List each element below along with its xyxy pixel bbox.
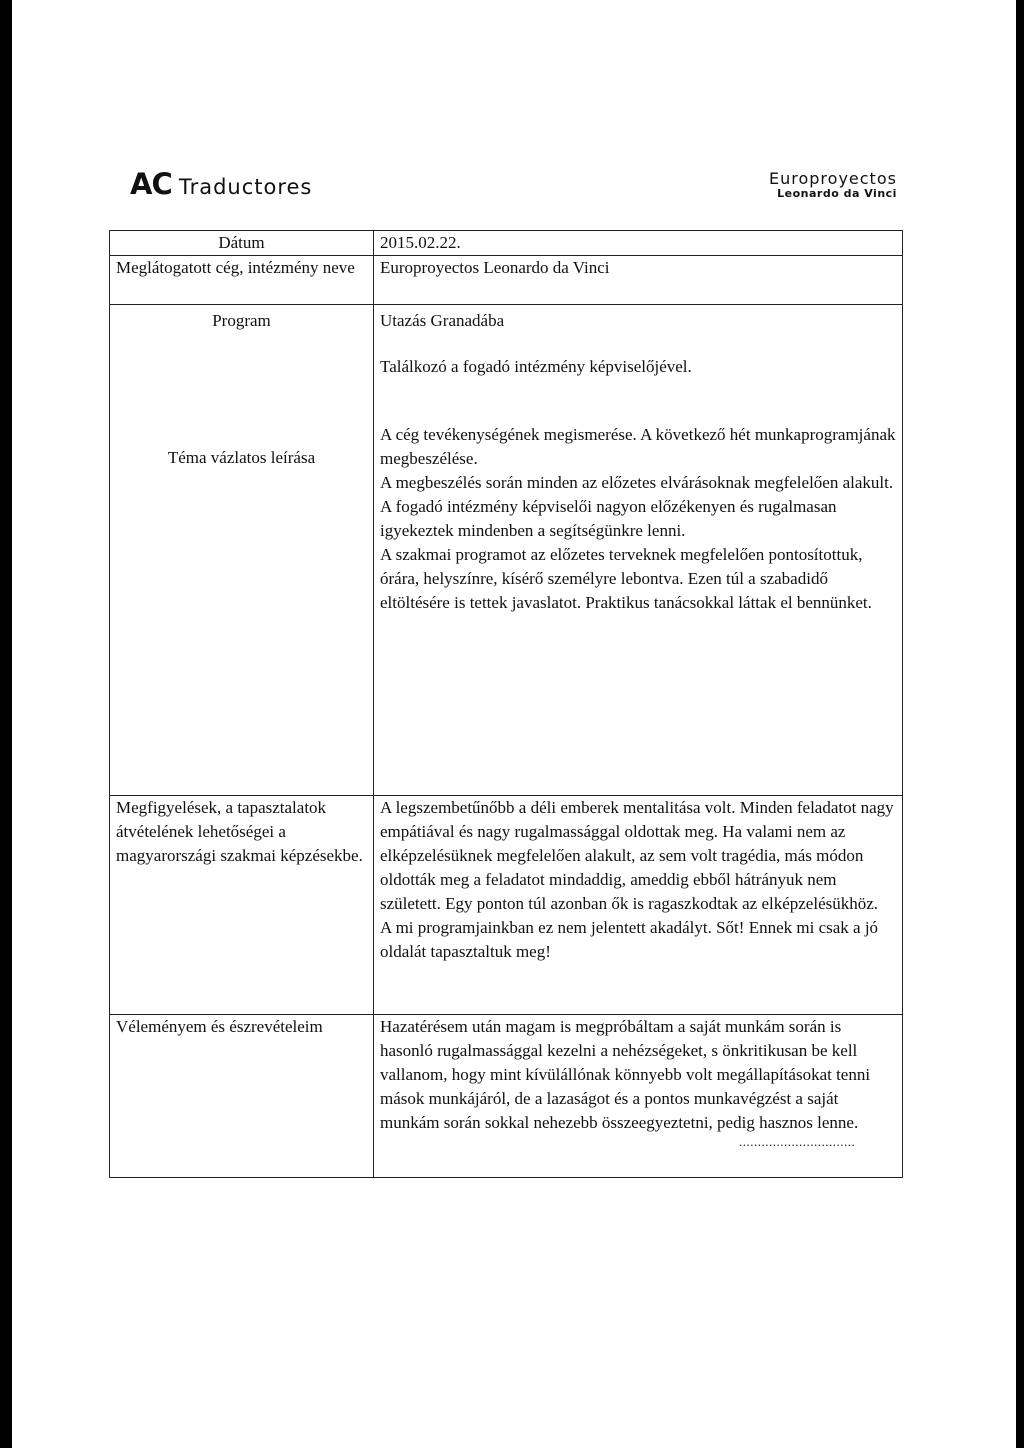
visited-value: Europroyectos Leonardo da Vinci [374, 256, 903, 305]
topic-paragraph-2: A megbeszélés során minden az előzetes elvárásoknak megfelelően alakult. A fogadó intézmény képviselői nagyon előzékenyen és rugalmasan igyekeztek mindenben a segítségünkre lenni. [380, 473, 894, 540]
opinion-label: Véleményem és észrevételeim [110, 1015, 374, 1178]
date-value: 2015.02.22. [374, 231, 903, 256]
row-program-topic [110, 305, 903, 796]
row-visited [110, 256, 903, 305]
topic-label: Téma vázlatos leírása [167, 448, 316, 467]
topic-paragraph-1: A cég tevékenységének megismerése. A következő hét munkaprogramjának megbeszélése. [380, 425, 896, 468]
program-topic-label-cell [110, 305, 374, 796]
program-line-1: Utazás Granadába [380, 311, 505, 330]
signature-line: ............................... [739, 1134, 856, 1149]
report-table [109, 230, 903, 1178]
observations-paragraph-1: A legszembetűnőbb a déli emberek mentalitása volt. Minden feladatot nagy empátiával és nagy rugalmassággal oldottak meg. Ha valami nem az elképzelésüknek megfelelően alakult, az sem volt tragédia, más módon oldották meg a feladatot mindaddig, ameddig ebből hátrányuk nem született. Egy ponton túl azonban ők is ragaszkodtak az elképzelésükhöz. [380, 798, 894, 913]
row-opinion [110, 1015, 903, 1178]
program-line-2: Találkozó a fogadó intézmény képviselőjével. [380, 357, 692, 376]
observations-paragraph-2: A mi programjainkban ez nem jelentett akadályt. Sőt! Ennek mi csak a jó oldalát tapasztaltuk meg! [380, 918, 879, 961]
program-topic-content-cell [374, 305, 903, 796]
opinion-text: Hazatérésem után magam is megpróbáltam a saját munkám során is hasonló rugalmassággal kezelni a nehézségeket, s önkritikusan be kell vallanom, hogy mint kívülállónak könnyebb volt megállapításokat tenni mások munkájáról, de a lazaságot és a pontos munkavégzést a saját munkám során sokkal nehezebb összeegyeztetni, pedig hasznos lenne. [374, 1015, 903, 1178]
logo-word: Traductores [178, 175, 313, 199]
topic-paragraph-3: A szakmai programot az előzetes terveknek megfelelően pontosítottuk, órára, helyszínre, kísérő személyre lebontva. Ezen túl a szabadidő eltöltésére is tettek javaslatot. Praktikus tanácsokkal láttak el bennünket. [380, 545, 872, 612]
ac-traductores-logo [130, 167, 312, 201]
date-label: Dátum [110, 231, 374, 256]
document-page [12, 0, 1016, 1448]
row-observations [110, 796, 903, 1015]
europroyectos-logo [769, 170, 897, 201]
europroyectos-logo-line2: Leonardo da Vinci [777, 187, 897, 200]
program-label: Program [212, 311, 271, 330]
europroyectos-logo-line1: Europroyectos [769, 169, 897, 188]
observations-content-cell [374, 796, 903, 1015]
visited-label: Meglátogatott cég, intézmény neve [110, 256, 374, 305]
logo-mark: AC [130, 167, 172, 201]
row-date [110, 231, 903, 256]
observations-label: Megfigyelések, a tapasztalatok átvételének lehetőségei a magyarországi szakmai képzésekbe. [110, 796, 374, 1015]
